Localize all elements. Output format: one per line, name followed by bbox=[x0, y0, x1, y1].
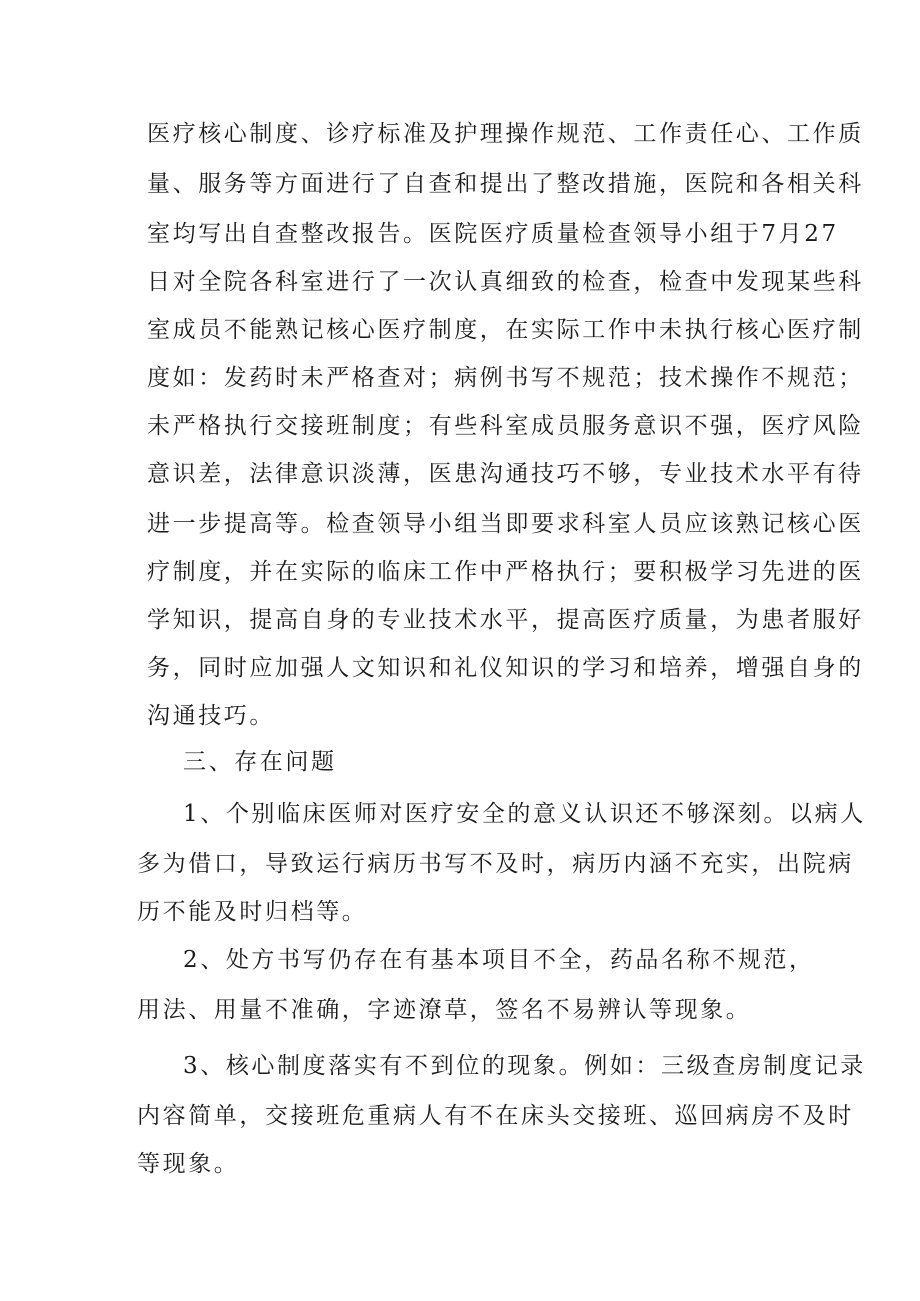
body-text-line: 沟通技巧。 bbox=[147, 703, 275, 729]
body-text-line: 进一步提高等。检查领导小组当即要求科室人员应该熟记核心医 bbox=[147, 511, 864, 537]
section-heading: 三、存在问题 bbox=[183, 749, 337, 775]
body-text-line: 疗制度，并在实际的临床工作中严格执行；要积极学习先进的医 bbox=[147, 559, 864, 585]
issue-3-text-line: 3、核心制度落实有不到位的现象。例如：三级查房制度记录 bbox=[183, 1053, 866, 1079]
body-text-line: 意识差，法律意识淡薄，医患沟通技巧不够，专业技术水平有待 bbox=[147, 461, 864, 487]
issue-2-text-line: 用法、用量不准确，字迹潦草，签名不易辨认等现象。 bbox=[137, 997, 752, 1023]
body-text-line: 未严格执行交接班制度；有些科室成员服务意识不强，医疗风险 bbox=[147, 413, 864, 439]
body-text-line: 医疗核心制度、诊疗标准及护理操作规范、工作责任心、工作质 bbox=[147, 121, 864, 147]
body-text-line: 日对全院各科室进行了一次认真细致的检查，检查中发现某些科 bbox=[147, 269, 864, 295]
body-text-line: 务，同时应加强人文知识和礼仪知识的学习和培养，增强自身的 bbox=[147, 655, 864, 681]
issue-1-text-line: 历不能及时归档等。 bbox=[137, 899, 368, 925]
issue-1-text-line: 1、个别临床医师对医疗安全的意义认识还不够深刻。以病人 bbox=[183, 801, 866, 827]
issue-2-text-line: 2、处方书写仍存在有基本项目不全，药品名称不规范， bbox=[183, 947, 815, 973]
body-text-line: 学知识，提高自身的专业技术水平，提高医疗质量，为患者服好 bbox=[147, 607, 864, 633]
body-text-line: 室成员不能熟记核心医疗制度，在实际工作中未执行核心医疗制 bbox=[147, 317, 864, 343]
body-text-line: 度如：发药时未严格查对；病例书写不规范；技术操作不规范； bbox=[147, 365, 864, 391]
issue-3-text-line: 内容简单，交接班危重病人有不在床头交接班、巡回病房不及时 bbox=[137, 1103, 854, 1129]
issue-1-text-line: 多为借口，导致运行病历书写不及时，病历内涵不充实，出院病 bbox=[137, 851, 854, 877]
body-text-line: 量、服务等方面进行了自查和提出了整改措施，医院和各相关科 bbox=[147, 171, 864, 197]
issue-3-text-line: 等现象。 bbox=[137, 1151, 240, 1177]
body-text-line: 室均写出自查整改报告。医院医疗质量检查领导小组于7月27 bbox=[147, 221, 839, 247]
